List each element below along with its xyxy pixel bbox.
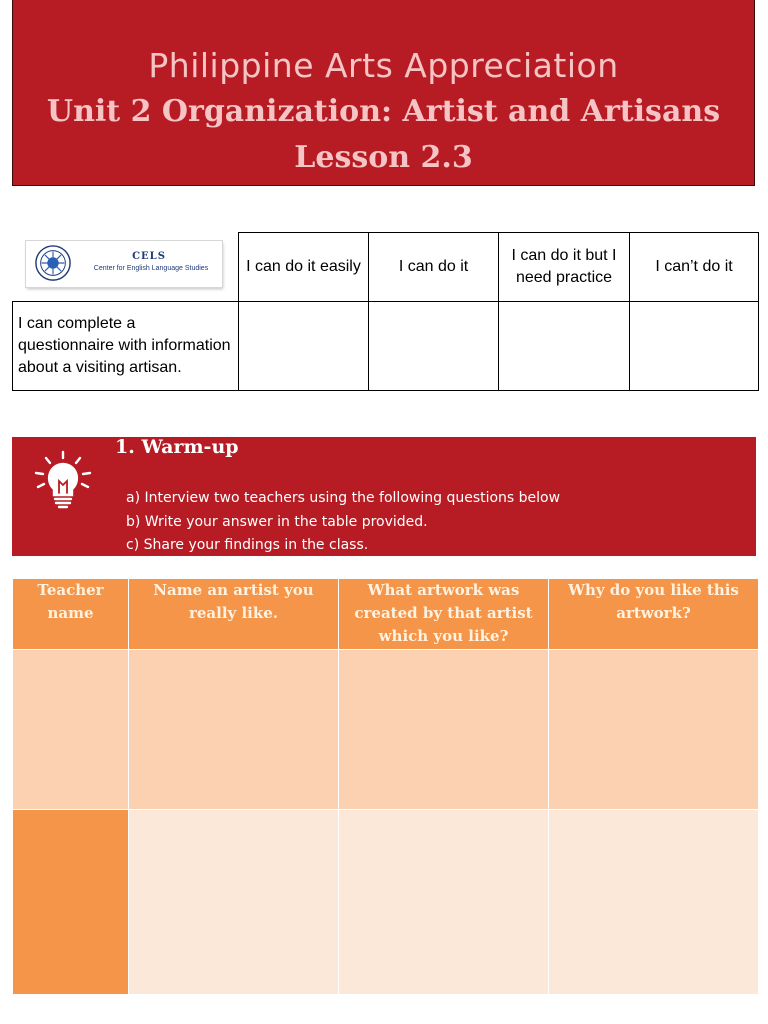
table-row: [13, 810, 759, 995]
can-do-statement: I can complete a questionnaire with information about a visiting artisan.: [13, 302, 239, 391]
artwork-cell[interactable]: [339, 810, 549, 995]
table-row: [13, 650, 759, 810]
instruction-c: c) Share your findings in the class.: [126, 537, 369, 553]
warmup-title: 1. Warm-up: [115, 436, 239, 458]
cels-seal-icon: [34, 244, 72, 282]
header-why: Why do you like this artwork?: [549, 579, 759, 650]
artwork-cell[interactable]: [339, 650, 549, 810]
logo-subtitle: Center for English Language Studies: [93, 265, 209, 272]
unit-title: Unit 2 Organization: Artist and Artisans: [46, 94, 721, 129]
instruction-a: a) Interview two teachers using the following questions below: [126, 490, 561, 506]
warmup-instructions: [126, 487, 560, 558]
instruction-b: b) Write your answer in the table provided.: [126, 513, 428, 530]
title-banner: [12, 0, 755, 186]
header-artwork: What artwork was created by that artist which you like?: [339, 579, 549, 650]
cels-logo: [26, 241, 222, 287]
interview-header-row: [13, 579, 759, 650]
lesson-title: Lesson 2.3: [294, 140, 473, 175]
self-assessment-row: [13, 302, 759, 391]
check-cell-can-do[interactable]: [369, 302, 499, 391]
teacher-name-cell[interactable]: [13, 810, 129, 995]
reason-cell[interactable]: [549, 650, 759, 810]
check-cell-easily[interactable]: [239, 302, 369, 391]
column-can-do-easily: I can do it easily: [239, 233, 369, 302]
interview-table: [12, 578, 759, 995]
header-artist: Name an artist you really like.: [129, 579, 339, 650]
column-cant-do: I can’t do it: [630, 233, 759, 302]
course-title: Philippine Arts Appreciation: [148, 46, 619, 85]
teacher-name-cell[interactable]: [13, 650, 129, 810]
check-cell-need-practice[interactable]: [499, 302, 630, 391]
lightbulb-icon: [32, 449, 94, 509]
artist-cell[interactable]: [129, 810, 339, 995]
column-need-practice: I can do it but I need practice: [499, 233, 630, 302]
check-cell-cant-do[interactable]: [630, 302, 759, 391]
column-can-do: I can do it: [369, 233, 499, 302]
artist-cell[interactable]: [129, 650, 339, 810]
header-teacher-name: Teacher name: [13, 579, 129, 650]
logo-name: CELS: [132, 251, 166, 262]
reason-cell[interactable]: [549, 810, 759, 995]
